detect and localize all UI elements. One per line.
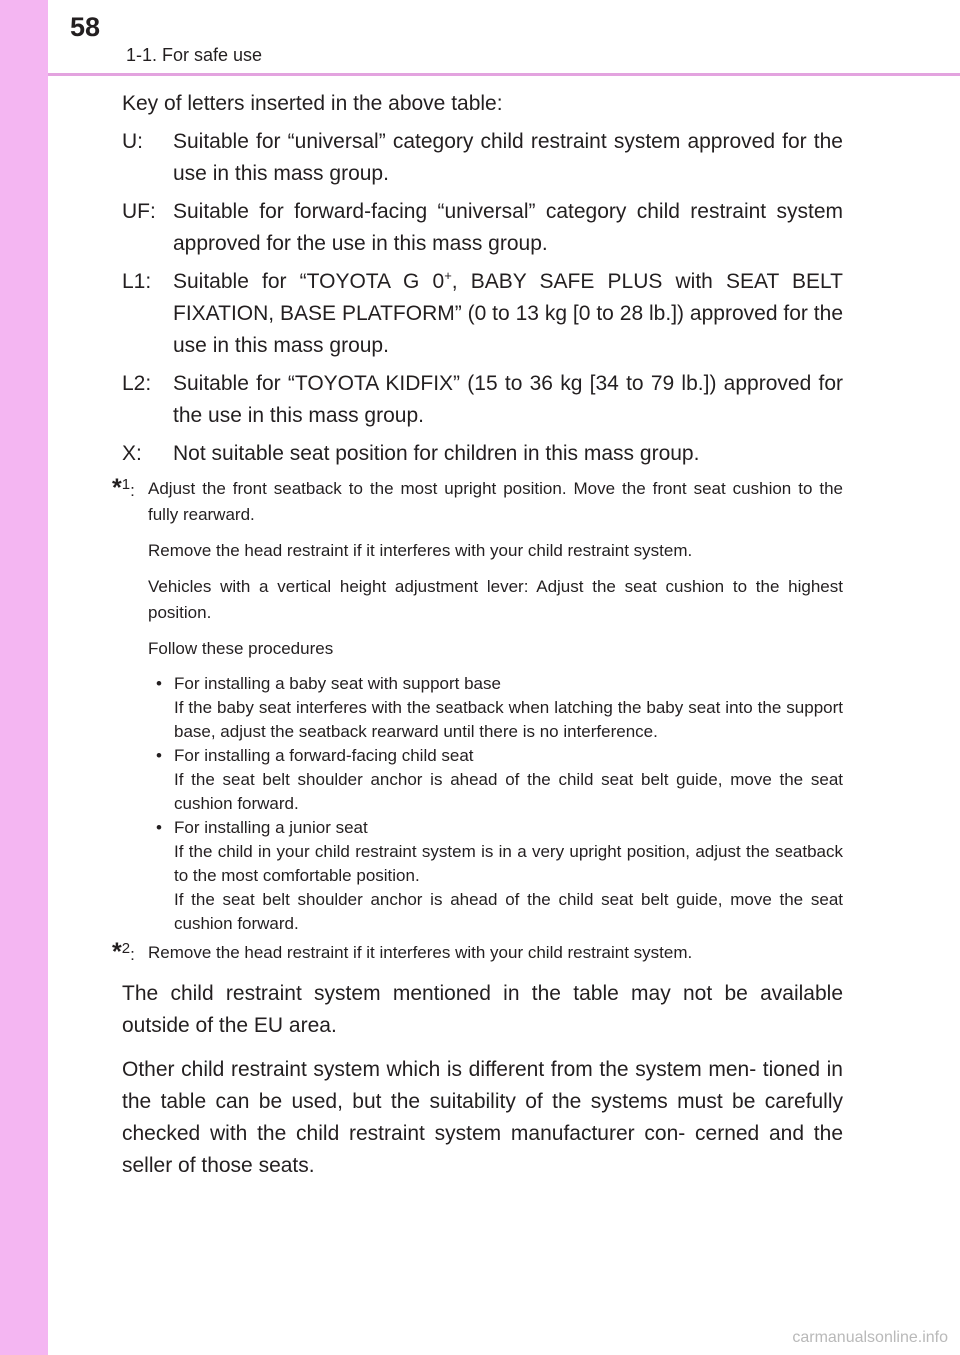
footnote-number: 1 <box>121 476 131 493</box>
body-paragraph: Other child restraint system which is different from the system men- tioned in the table can be used, but the suitability of the systems must be carefully checked with the child restraint system manufacturer con- cerned and the seller of those seats. <box>122 1058 843 1177</box>
page-sidebar-tab <box>0 0 48 1355</box>
key-item-l1 <box>122 266 843 362</box>
footnote-paragraph: Follow these procedures <box>148 639 334 658</box>
key-code: UF: <box>122 200 156 223</box>
list-item <box>148 816 843 936</box>
list-item-heading: For installing a baby seat with support base <box>174 674 501 693</box>
key-code: L1: <box>122 270 152 293</box>
section-title: 1-1. For safe use <box>126 45 263 65</box>
key-text: Suitable for “TOYOTA KIDFIX” (15 to 36 kg [34 to 79 lb.]) approved for the use in this mass group. <box>173 372 843 427</box>
bullet-icon: • <box>156 746 162 765</box>
key-code: X: <box>122 442 142 465</box>
asterisk: * <box>112 474 122 502</box>
key-item-u <box>122 126 843 190</box>
footnote-text: Remove the head restraint if it interferes with your child restraint system. <box>148 943 693 962</box>
list-item <box>148 744 843 816</box>
key-intro: Key of letters inserted in the above table: <box>122 92 503 115</box>
key-item-l2 <box>122 368 843 432</box>
header-divider <box>48 73 960 76</box>
footnote-paragraph: Vehicles with a vertical height adjustment lever: Adjust the seat cushion to the highest position. <box>148 577 843 622</box>
footnote-2 <box>112 938 843 966</box>
asterisk: * <box>112 938 122 966</box>
list-item-heading: For installing a junior seat <box>174 818 368 837</box>
key-code: U: <box>122 130 143 153</box>
procedure-list <box>148 672 843 936</box>
superscript-plus: + <box>444 268 452 283</box>
list-item-heading: For installing a forward-facing child seat <box>174 746 474 765</box>
key-item-x <box>122 438 843 470</box>
footnote-number: 2 <box>121 940 131 957</box>
list-item-detail: If the seat belt shoulder anchor is ahead of the child seat belt guide, move the seat cushion forward. <box>174 770 843 813</box>
key-text: Suitable for “universal” category child restraint system approved for the use in this mass group. <box>173 130 843 185</box>
list-item-detail: If the seat belt shoulder anchor is ahead of the child seat belt guide, move the seat cushion forward. <box>174 890 843 933</box>
list-item-detail: If the child in your child restraint system is in a very upright position, adjust the seatback to the most comfortable position. <box>174 842 843 885</box>
footnote-text: Adjust the front seatback to the most upright position. Move the front seat cushion to the fully rearward. <box>148 479 843 524</box>
key-text-part: , BABY SAFE PLUS with SEAT BELT FIXATION, BASE PLATFORM” (0 to 13 kg [0 to 28 lb.]) approved for the use in this mass group. <box>173 270 843 357</box>
key-text <box>173 270 843 357</box>
key-text: Not suitable seat position for children in this mass group. <box>173 442 700 465</box>
watermark-text: carmanualsonline.info <box>792 1329 948 1346</box>
page-number: 58 <box>70 12 101 42</box>
bullet-icon: • <box>156 818 162 837</box>
footnote-marker <box>112 936 135 968</box>
page-header <box>48 0 960 75</box>
footnote-colon: : <box>130 945 135 964</box>
page-content <box>112 88 843 1182</box>
list-item-detail: If the baby seat interferes with the seatback when latching the baby seat into the support base, adjust the seatback rearward until there is no interference. <box>174 698 843 741</box>
footnote-colon: : <box>130 481 135 500</box>
key-item-uf <box>122 196 843 260</box>
bullet-icon: • <box>156 674 162 693</box>
footnote-marker <box>112 472 135 504</box>
footnote-1 <box>112 474 843 936</box>
key-text: Suitable for forward-facing “universal” category child restraint system approved for the use in this mass group. <box>173 200 843 255</box>
footnote-paragraph: Remove the head restraint if it interferes with your child restraint system. <box>148 541 693 560</box>
body-paragraph: The child restraint system mentioned in the table may not be available outside of the EU area. <box>122 982 843 1037</box>
key-code: L2: <box>122 372 152 395</box>
list-item <box>148 672 843 744</box>
key-text-part: Suitable for “TOYOTA G 0 <box>173 270 445 293</box>
